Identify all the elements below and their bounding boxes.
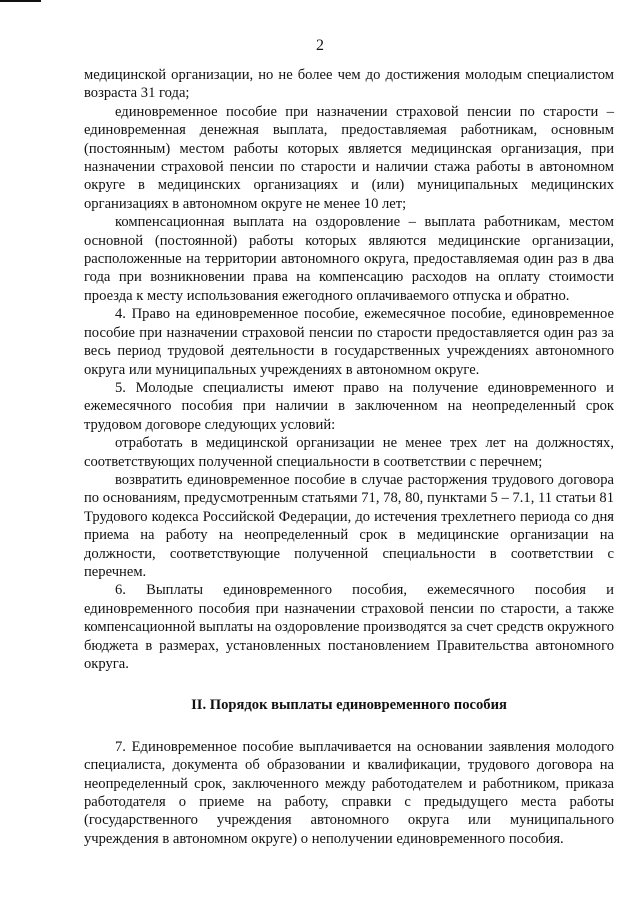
paragraph: 5. Молодые специалисты имеют право на получение единовременного и ежемесячного пособия при наличии в заключенном на неопределенный срок трудовом договоре следующих условий: [84,379,614,433]
paragraph: медицинской организации, но не более чем до достижения молодым специалистом возраста 31 года; [84,67,614,102]
paragraph: компенсационная выплата на оздоровление – выплата работникам, местом основной (постоянной) работы которых являются медицинские организации, расположенные на территории автономного округа, предоставляемая один раз в два года при возникновении права на компенсацию расходов на оплату стоимости проезда к месту использования ежегодного оплачиваемого отпуска и обратно. [84,214,614,304]
page-number: 2 [316,37,324,54]
paragraph: возвратить единовременное пособие в случае расторжения трудового договора по основаниям, предусмотренным статьями 71, 78, 80, пунктами 5 – 7.1, 11 статьи 81 Трудового кодекса Российской Федерации, до истечения трехлетнего периода со дня приема на работу на неопределенный срок в медицинские организации на должности, соответствующие полученной специальности в соответствии с перечнем. [84,471,614,580]
document-body [84,66,614,848]
paragraph: 7. Единовременное пособие выплачивается на основании заявления молодого специалиста, документа об образовании и квалификации, трудового договора на неопределенный срок, заключенного между работодателем и работником, приказа работодателя о приеме на работу, справки с предыдущего места работы (государственного учреждения автономного округа или муниципального учреждения в автономном округе) о неполучении единовременного пособия. [84,738,614,847]
paragraph: 6. Выплаты единовременного пособия, ежемесячного пособия и единовременного пособия при назначении страховой пенсии по старости, а также компенсационной выплаты на оздоровление производятся за счет средств окружного бюджета в размерах, установленных постановлением Правительства автономного округа. [84,582,614,672]
paragraph: 4. Право на единовременное пособие, ежемесячное пособие, единовременное пособие при назначении страховой пенсии по старости предоставляется один раз за весь период трудовой деятельности в государственных учреждениях автономного округа или муниципальных учреждениях в автономном округе. [84,306,614,378]
paragraph: единовременное пособие при назначении страховой пенсии по старости – единовременная денежная выплата, предоставляемая работникам, основным (постоянным) местом работы которых является медицинская организация, при назначении страховой пенсии по старости и наличии стажа работы в автономном округе в медицинских организациях и (или) муниципальных медицинских организациях в автономном округе не менее 10 лет; [84,103,614,212]
section-heading: II. Порядок выплаты единовременного пособия [191,697,507,714]
corner-mark [0,0,41,2]
paragraph: отработать в медицинской организации не менее трех лет на должностях, соответствующих полученной специальности в соответствии с перечнем; [84,435,614,470]
